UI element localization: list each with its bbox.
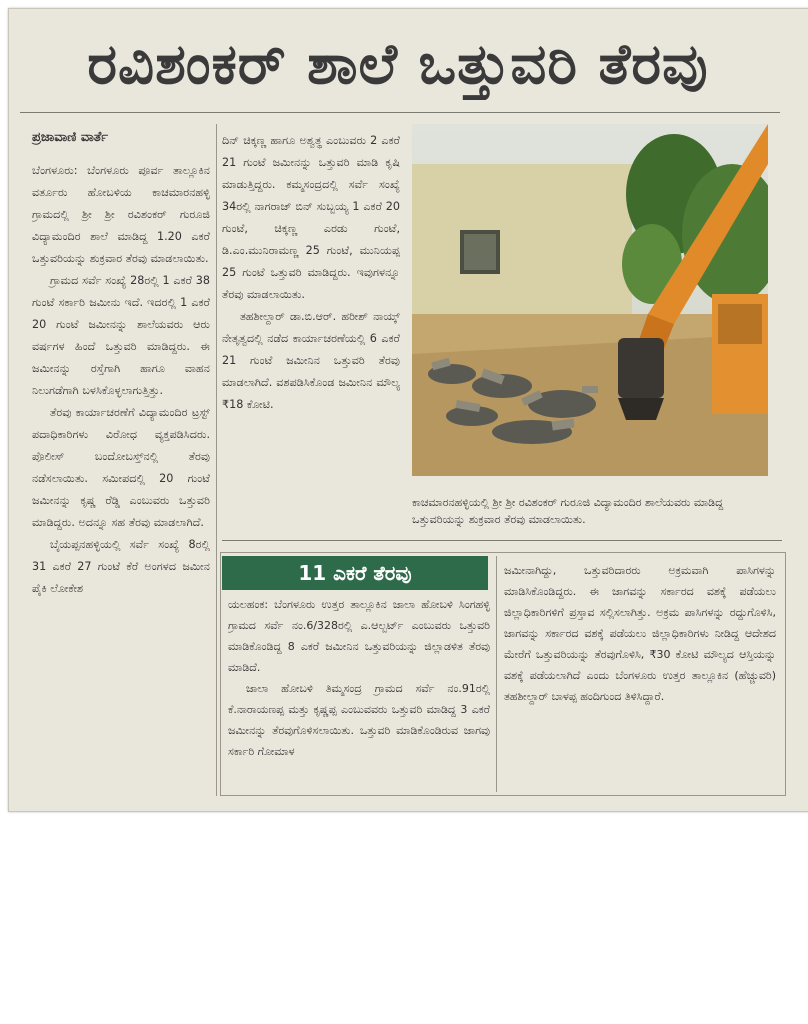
paragraph: ಜಾಲಾ ಹೋಬಳಿ ತಿಮ್ಮಸಂದ್ರ ಗ್ರಾಮದ ಸರ್ವೆ ನಂ.91ರಲ್ಲಿ ಕೆ.ನಾರಾಯಣಪ್ಪ ಮತ್ತು ಕೃಷ್ಣಪ್ಪ ಎಂಬುವವರು ಒತ್ತುವರಿ ಮಾಡಿದ್ದ 3 ಎಕರೆ ಜಮೀನನ್ನು ತೆರವುಗೊಳಿಸಲಾಯಿತು. ಒತ್ತುವರಿ ಮಾಡಿಕೊಂಡಿರುವ ಜಾಗವು ಸರ್ಕಾರಿ ಗೋಮಾಳ [228, 682, 490, 758]
article-column-1 [32, 160, 210, 796]
paragraph: ಬೈಯಪ್ಪನಹಳ್ಳಿಯಲ್ಲಿ ಸರ್ವೆ ಸಂಖ್ಯೆ 8ರಲ್ಲಿ 31 ಎಕರೆ 27 ಗುಂಟೆ ಕೆರೆ ಅಂಗಳದ ಜಮೀನ ಪೈಕಿ ಲೋಕೇಶ [32, 538, 210, 595]
excavator-photo-illustration [412, 124, 768, 476]
column-divider [496, 556, 497, 792]
article-column-2 [222, 130, 400, 542]
paragraph: ಯಲಹಂಕ: ಬೆಂಗಳೂರು ಉತ್ತರ ತಾಲ್ಲೂಕಿನ ಜಾಲಾ ಹೋಬಳಿ ಸಿಂಗಹಳ್ಳಿ ಗ್ರಾಮದ ಸರ್ವೆ ನಂ.6/328ರಲ್ಲಿ ಎ.ಆಲ್ಬರ್ಟ್ ಎಂಬುವರು ಒತ್ತುವರಿ ಮಾಡಿಕೊಂಡಿದ್ದ 8 ಎಕರೆ ಜಮೀನಿನ ಒತ್ತುವರಿಯನ್ನು ಜಿಲ್ಲಾಡಳಿತ ತೆರವು ಮಾಡಿದೆ. [228, 598, 490, 674]
headline: ರವಿಶಂಕರ್ ಶಾಲೆ ಒತ್ತುವರಿ ತೆರವು [87, 32, 709, 97]
paragraph: ಜಮೀನಾಗಿದ್ದು, ಒತ್ತುವರಿದಾರರು ಅಕ್ರಮವಾಗಿ ಪಾಸಿಗಳನ್ನು ಮಾಡಿಸಿಕೊಂಡಿದ್ದರು. ಈ ಜಾಗವನ್ನು ಸರ್ಕಾರದ ವಶಕ್ಕೆ ಪಡೆಯಲು ಜಿಲ್ಲಾಧಿಕಾರಿಗಳಿಗೆ ಪ್ರಸ್ತಾವ ಸಲ್ಲಿಸಲಾಗಿತ್ತು. ಅಕ್ರಮ ಪಾಸಿಗಳನ್ನು ರದ್ದುಗೊಳಿಸಿ, ಜಾಗವನ್ನು ಸರ್ಕಾರದ ವಶಕ್ಕೆ ಪಡೆಯಲು ಜಿಲ್ಲಾಧಿಕಾರಿಗಳು ನೀಡಿದ್ದ ಆದೇಶದ ಮೇರೆಗೆ ಒತ್ತುವರಿಯನ್ನು ತೆರವುಗೊಳಿಸಿ, ₹30 ಕೋಟಿ ಮೌಲ್ಯದ ಆಸ್ತಿಯನ್ನು ವಶಕ್ಕೆ ಪಡೆಯಲಾಗಿದೆ ಎಂದು ಬೆಂಗಳೂರು ಉತ್ತರ ತಾಲ್ಲೂಕಿನ (ಹೆಚ್ಚುವರಿ) ತಹಶೀಲ್ದಾರ್ ಬಾಳಪ್ಪ ಹಂದಿಗುಂದ ತಿಳಿಸಿದ್ದಾರೆ. [504, 564, 776, 703]
paragraph: ದಿನ್ ಚಿಕ್ಕಣ್ಣ ಹಾಗೂ ಅಶ್ವತ್ಥ ಎಂಬುವರು 2 ಎಕರೆ 21 ಗುಂಟೆ ಜಮೀನನ್ನು ಒತ್ತುವರಿ ಮಾಡಿ ಕೃಷಿ ಮಾಡುತ್ತಿದ್ದರು. ಕಮ್ಮಸಂದ್ರದಲ್ಲಿ ಸರ್ವೆ ಸಂಖ್ಯೆ 34ರಲ್ಲಿ ನಾಗರಾಜ್ ಬಿನ್ ಸುಬ್ಬಯ್ಯ 1 ಎಕರೆ 20 ಗುಂಟೆ, ಚಿಕ್ಕಣ್ಣ ಎರಡು ಗುಂಟೆ, ಡಿ.ಎಂ.ಮುನಿರಾಮಣ್ಣ 25 ಗುಂಟೆ, ಮುನಿಯಪ್ಪ 25 ಗುಂಟೆ ಒತ್ತುವರಿ ಮಾಡಿದ್ದರು. ಇವುಗಳನ್ನೂ ತೆರವು ಮಾಡಲಾಯಿತು. [222, 134, 400, 301]
photo-caption: ಕಾಚಮಾರನಹಳ್ಳಿಯಲ್ಲಿ ಶ್ರೀ ಶ್ರೀ ರವಿಶಂಕರ್ ಗುರೂಜಿ ವಿದ್ಯಾಮಂದಿರ ಶಾಲೆಯವರು ಮಾಡಿದ್ದ ಒತ್ತುವರಿಯನ್ನು ಶುಕ್ರವಾರ ತೆರವು ಮಾಡಲಾಯಿತು. [412, 496, 724, 526]
paragraph: ತೆರವು ಕಾರ್ಯಾಚರಣೆಗೆ ವಿದ್ಯಾಮಂದಿರ ಟ್ರಸ್ಟ್ ಪದಾಧಿಕಾರಿಗಳು ವಿರೋಧ ವ್ಯಕ್ತಪಡಿಸಿದರು. ಪೊಲೀಸ್ ಬಂದೋಬಸ್ತ್‌ನಲ್ಲಿ ತೆರವು ನಡೆಸಲಾಯಿತು. ಸಮೀಪದಲ್ಲಿ 20 ಗುಂಟೆ ಜಮೀನನ್ನು ಕೃಷ್ಣ ರೆಡ್ಡಿ ಎಂಬುವರು ಒತ್ತುವರಿ ಮಾಡಿದ್ದರು. ಅದನ್ನೂ ಸಹ ತೆರವು ಮಾಡಲಾಗಿದೆ. [32, 406, 210, 529]
paragraph: ಬೆಂಗಳೂರು: ಬೆಂಗಳೂರು ಪೂರ್ವ ತಾಲ್ಲೂಕಿನ ವರ್ತೂರು ಹೋಬಳಿಯ ಕಾಚಮಾರನಹಳ್ಳಿ ಗ್ರಾಮದಲ್ಲಿ ಶ್ರೀ ಶ್ರೀ ರವಿಶಂಕರ್ ಗುರೂಜಿ ವಿದ್ಯಾಮಂದಿರ ಶಾಲೆ ಮಾಡಿದ್ದ 1.20 ಎಕರೆ ಒತ್ತುವರಿಯನ್ನು ಶುಕ್ರವಾರ ತೆರವು ಮಾಡಲಾಯಿತು. [32, 164, 210, 265]
sidebar-story-right-column [504, 560, 776, 790]
byline: ಪ್ರಜಾವಾಣಿ ವಾರ್ತೆ [32, 130, 108, 145]
sidebar-story-title: 11 ಎಕರೆ ತೆರವು [222, 556, 488, 590]
demolition-photo [412, 124, 768, 476]
caption-rule [222, 540, 782, 541]
sidebar-story-left-column [228, 594, 490, 790]
paragraph: ತಹಶೀಲ್ದಾರ್ ಡಾ.ಬಿ.ಆರ್. ಹರೀಶ್ ನಾಯ್ಕ್ ನೇತೃತ್ವದಲ್ಲಿ ನಡೆದ ಕಾರ್ಯಾಚರಣೆಯಲ್ಲಿ 6 ಎಕರೆ 21 ಗುಂಟೆ ಜಮೀನಿನ ಒತ್ತುವರಿ ತೆರವು ಮಾಡಲಾಗಿದೆ. ವಶಪಡಿಸಿಕೊಂಡ ಜಮೀನಿನ ಮೌಲ್ಯ ₹18 ಕೋಟಿ. [222, 310, 400, 411]
column-divider [216, 124, 217, 796]
paragraph: ಗ್ರಾಮದ ಸರ್ವೆ ಸಂಖ್ಯೆ 28ರಲ್ಲಿ 1 ಎಕರೆ 38 ಗುಂಟೆ ಸರ್ಕಾರಿ ಜಮೀನು ಇದೆ. ಇದರಲ್ಲಿ 1 ಎಕರೆ 20 ಗುಂಟೆ ಜಮೀನನ್ನು ಶಾಲೆಯವರು ಆರು ವರ್ಷಗಳ ಹಿಂದೆ ಒತ್ತುವರಿ ಮಾಡಿದ್ದರು. ಈ ಜಮೀನನ್ನು ರಸ್ತೆಗಾಗಿ ಹಾಗೂ ವಾಹನ ನಿಲುಗಡೆಗಾಗಿ ಬಳಸಿಕೊಳ್ಳಲಾಗುತ್ತಿತ್ತು. [32, 274, 210, 397]
headline-rule [20, 112, 780, 113]
